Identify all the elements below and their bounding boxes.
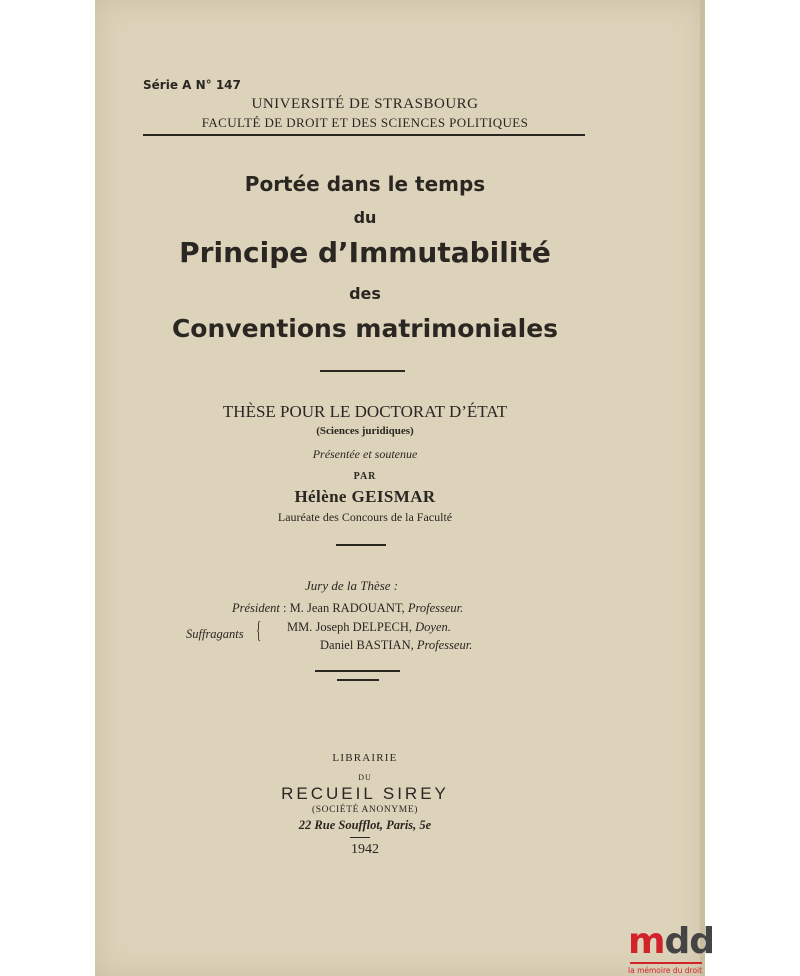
jury-president [232, 601, 463, 616]
author-name: Hélène GEISMAR [294, 487, 436, 506]
logo-mark-m: m [628, 921, 665, 962]
suffragants-label: Suffragants [186, 627, 244, 641]
publisher-du: DU [358, 773, 372, 782]
thesis-field: (Sciences juridiques) [316, 425, 414, 437]
cover-edge [700, 0, 705, 976]
faculty-name: FACULTÉ DE DROIT ET DES SCIENCES POLITIQUES [201, 115, 529, 130]
member-1-name: MM. Joseph DELPECH, [287, 620, 413, 634]
publication-year: 1942 [351, 842, 379, 857]
jury-member-1 [287, 620, 451, 635]
jury-member-2 [320, 638, 472, 653]
title-line-3: Principe d’Immutabilité [179, 236, 551, 269]
publisher-address: 22 Rue Soufflot, Paris, 5e [298, 818, 432, 832]
logo-mark [628, 922, 714, 962]
year-divider [350, 837, 370, 838]
series-number: Série A N° 147 [143, 78, 241, 92]
president-name: : M. Jean RADOUANT, [283, 601, 405, 615]
member-1-title: Doyen. [415, 620, 451, 634]
thesis-type: THÈSE POUR LE DOCTORAT D’ÉTAT [222, 402, 508, 421]
president-title: Professeur. [407, 601, 464, 615]
president-role: Président [232, 601, 280, 615]
publisher-librairie: LIBRAIRIE [332, 752, 398, 764]
member-2-name: Daniel BASTIAN, [320, 638, 414, 652]
jury-heading: Jury de la Thèse : [305, 578, 399, 593]
member-2-title: Professeur. [416, 638, 473, 652]
logo-mark-dd: dd [664, 921, 715, 962]
author-distinction: Lauréate des Concours de la Faculté [277, 510, 453, 524]
title-line-5: Conventions matrimoniales [171, 314, 559, 343]
brace-symbol: { [256, 618, 262, 644]
jury-divider-2 [337, 679, 379, 681]
title-line-2: du [353, 208, 377, 227]
jury-divider-1 [315, 670, 400, 672]
author-divider [336, 544, 386, 546]
header-divider [143, 134, 585, 136]
publisher-name: RECUEIL SIREY [281, 784, 449, 803]
mdd-logo [624, 921, 715, 976]
title-line-1: Portée dans le temps [244, 172, 486, 196]
title-divider [320, 370, 405, 372]
by-label: PAR [353, 471, 377, 482]
university-name: UNIVERSITÉ DE STRASBOURG [251, 96, 479, 112]
title-line-4: des [349, 284, 381, 303]
publisher-company: (SOCIÉTÉ ANONYME) [312, 805, 418, 815]
presented-label: Présentée et soutenue [312, 447, 418, 461]
logo-tagline: la mémoire du droit [628, 966, 703, 975]
logo-underline [630, 962, 702, 964]
